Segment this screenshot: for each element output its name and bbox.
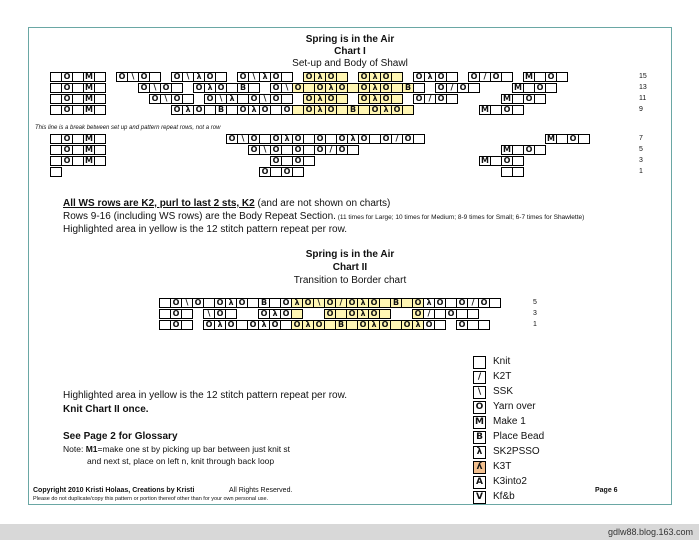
legend-label: SK2PSSO (493, 446, 540, 457)
chart-cell: / (423, 309, 435, 319)
chart-cell: \ (127, 72, 139, 82)
chart-cell (402, 105, 414, 115)
chart-cell: λ (281, 134, 293, 144)
chart-cell: λ (368, 320, 380, 330)
legend-symbol: / (473, 371, 486, 384)
chart2-title: Spring is in the Air (305, 249, 395, 260)
chart-cell: O (380, 72, 392, 82)
chart-cell: O (61, 72, 73, 82)
chart-cell: λ (259, 72, 271, 82)
chart-cell (94, 72, 106, 82)
chart-cell: O (423, 320, 435, 330)
chart-cell: λ (357, 298, 369, 308)
chart-cell: \ (215, 94, 227, 104)
chart-cell: M (83, 145, 95, 155)
chart-cell: λ (225, 298, 237, 308)
chart-cell: M (83, 94, 95, 104)
chart-cell: M (83, 72, 95, 82)
legend-item (473, 475, 593, 489)
knit-once-note: Knit Chart II once. (63, 404, 149, 415)
chart-cell: λ (269, 309, 281, 319)
chart-cell: O (303, 105, 315, 115)
chart-cell: O (380, 83, 392, 93)
chart-cell: / (335, 298, 347, 308)
chart-cell: M (83, 83, 95, 93)
rights: All Rights Reserved. (229, 487, 293, 494)
chart-cell: O (534, 83, 546, 93)
legend-label: Place Bead (493, 431, 545, 442)
chart-cell: O (313, 320, 325, 330)
chart-cell: O (412, 298, 424, 308)
chart-cell: B (215, 105, 227, 115)
chart2-caption: Transition to Border chart (293, 275, 407, 286)
row-number: 5 (639, 146, 643, 153)
chart-cell: O (413, 94, 425, 104)
chart-cell: O (292, 134, 304, 144)
chart-cell: O (270, 156, 282, 166)
chart-cell: O (435, 94, 447, 104)
chart-cell: λ (347, 134, 359, 144)
chart-cell: B (335, 320, 347, 330)
chart-cell: \ (248, 72, 260, 82)
chart-cell (379, 309, 391, 319)
chart-cell (281, 94, 293, 104)
row-number: 15 (639, 73, 647, 80)
legend-item (473, 415, 593, 429)
chart-cell (94, 83, 106, 93)
chart-cell: O (369, 105, 381, 115)
chart-cell: O (116, 72, 128, 82)
chart-cell: B (237, 83, 249, 93)
chart-cell: O (368, 309, 380, 319)
legend-symbol: O (473, 401, 486, 414)
chart-cell: O (214, 298, 226, 308)
chart-cell: O (325, 94, 337, 104)
legend-symbol: V (473, 491, 486, 504)
chart-cell: O (435, 72, 447, 82)
chart-cell: / (424, 94, 436, 104)
chart-cell: O (61, 94, 73, 104)
chart-cell: / (446, 83, 458, 93)
chart-cell (225, 309, 237, 319)
chart-cell: / (479, 72, 491, 82)
chart-cell: O (259, 167, 271, 177)
chart-cell: M (501, 145, 513, 155)
chart-cell: O (457, 83, 469, 93)
highlight-note-1: Highlighted area in yellow is the 12 stitch pattern repeat per row. (63, 224, 348, 235)
ws-note-rest: (and are not shown on charts) (254, 198, 391, 209)
chart-cell: O (61, 145, 73, 155)
chart-cell: O (248, 145, 260, 155)
chart-cell: O (292, 156, 304, 166)
chart-cell: \ (313, 298, 325, 308)
chart-cell (501, 72, 513, 82)
m1-note-text: =make one st by picking up bar between just knit st (97, 444, 291, 454)
legend-symbol: A (473, 476, 486, 489)
chart-cell (291, 309, 303, 319)
chart-cell: O (170, 298, 182, 308)
chart-cell (248, 83, 260, 93)
chart-cell: O (303, 72, 315, 82)
chart-cell: O (215, 83, 227, 93)
glossary-heading: See Page 2 for Glossary (63, 431, 178, 442)
chart-cell: \ (281, 83, 293, 93)
legend-label: SSK (493, 386, 514, 397)
m1-note-term: M1 (85, 444, 98, 454)
chart-cell: λ (193, 72, 205, 82)
watermark: gdlw88.blog.163.com (607, 527, 693, 537)
chart-cell: O (413, 72, 425, 82)
chart-cell: O (325, 105, 337, 115)
row-number: 3 (639, 157, 643, 164)
legend-symbol: B (473, 431, 486, 444)
chart-cell: O (402, 134, 414, 144)
legend-label: Kf&b (493, 491, 515, 502)
chart-cell: O (358, 83, 370, 93)
chart-cell: O (237, 105, 249, 115)
chart-cell: \ (160, 94, 172, 104)
chart-cell: O (401, 320, 413, 330)
chart-cell: λ (258, 320, 270, 330)
chart-cell (181, 320, 193, 330)
break-note: This line is a break between set up and pattern repeat rows, not a row (35, 125, 221, 131)
chart-cell (347, 145, 359, 155)
chart-cell: O (324, 309, 336, 319)
chart-cell: λ (369, 83, 381, 93)
chart-cell: B (402, 83, 414, 93)
chart-cell (446, 72, 458, 82)
chart-cell: M (479, 105, 491, 115)
chart-cell: λ (369, 72, 381, 82)
m1-note-line1 (63, 444, 290, 454)
chart-cell (512, 105, 524, 115)
chart-cell: O (214, 309, 226, 319)
chart-cell: λ (182, 105, 194, 115)
chart-cell: λ (204, 83, 216, 93)
chart-cell: O (61, 105, 73, 115)
chart-cell (303, 156, 315, 166)
chart-cell: O (358, 72, 370, 82)
disclaimer: Please do not duplicate/copy this pattern or portion thereof other than for your own personal use. (33, 496, 269, 502)
chart-cell: O (379, 320, 391, 330)
legend-symbol: M (473, 416, 486, 429)
chart-cell: λ (424, 72, 436, 82)
chart-cell: O (336, 83, 348, 93)
chart-cell: \ (182, 72, 194, 82)
chart-cell: O (247, 320, 259, 330)
chart-cell: O (225, 320, 237, 330)
legend-label: Yarn over (493, 401, 536, 412)
chart-cell: O (456, 298, 468, 308)
chart-cell: O (324, 298, 336, 308)
chart-cell: O (61, 156, 73, 166)
legend-item (473, 400, 593, 414)
chart-cell (512, 167, 524, 177)
chart-cell: λ (248, 105, 260, 115)
chart-cell: B (347, 105, 359, 115)
rows-note-main: Rows 9-16 (including WS rows) are the Body Repeat Section. (63, 211, 336, 222)
chart-cell: λ (291, 298, 303, 308)
chart-cell: O (171, 94, 183, 104)
legend-symbol: λ (473, 446, 486, 459)
chart-cell (478, 320, 490, 330)
chart-cell: λ (214, 320, 226, 330)
chart-cell: O (248, 134, 260, 144)
legend-item (473, 355, 593, 369)
chart-cell (281, 72, 293, 82)
chart-cell: O (270, 134, 282, 144)
chart-cell: O (280, 309, 292, 319)
footer-bar (0, 524, 699, 540)
chart-cell (534, 145, 546, 155)
chart-cell (413, 134, 425, 144)
chart-cell (94, 134, 106, 144)
chart-cell: λ (314, 94, 326, 104)
chart-cell: O (302, 298, 314, 308)
chart-cell: O (270, 83, 282, 93)
legend-label: Knit (493, 356, 511, 367)
chart-cell (171, 83, 183, 93)
chart-cell: M (523, 72, 535, 82)
chart-cell: O (269, 320, 281, 330)
chart-cell: O (368, 298, 380, 308)
row-number: 7 (639, 135, 643, 142)
chart-cell: O (314, 145, 326, 155)
chart-cell (512, 156, 524, 166)
chart-cell: M (501, 94, 513, 104)
chart-cell: O (236, 298, 248, 308)
chart-cell: O (138, 83, 150, 93)
chart-cell: O (336, 134, 348, 144)
chart1-title: Spring is in the Air (305, 34, 395, 45)
chart-cell (50, 167, 62, 177)
chart-cell: O (192, 298, 204, 308)
chart-cell (181, 309, 193, 319)
row-number: 1 (533, 321, 537, 328)
chart-cell: M (512, 83, 524, 93)
chart-cell: O (358, 134, 370, 144)
chart-cell (94, 156, 106, 166)
chart-cell: λ (357, 309, 369, 319)
chart-cell: O (237, 72, 249, 82)
chart-cell: M (545, 134, 557, 144)
m1-note-line2: and next st, place on left n, knit through back loop (87, 456, 275, 466)
chart-cell (534, 94, 546, 104)
chart-cell: O (346, 298, 358, 308)
chart-cell (336, 72, 348, 82)
chart-cell: λ (412, 320, 424, 330)
chart-cell: \ (259, 145, 271, 155)
chart-cell: B (390, 298, 402, 308)
chart-cell: O (435, 83, 447, 93)
chart-cell (149, 72, 161, 82)
copyright: Copyright 2010 Kristi Holaas, Creations by Kristi (33, 487, 195, 494)
chart-cell: O (314, 83, 326, 93)
chart-cell: O (170, 320, 182, 330)
chart-cell: O (171, 72, 183, 82)
chart-cell: O (280, 298, 292, 308)
chart-cell: λ (314, 105, 326, 115)
chart-cell: O (523, 145, 535, 155)
chart-cell: M (83, 134, 95, 144)
chart-cell: λ (325, 83, 337, 93)
chart-cell: O (149, 94, 161, 104)
legend-item (473, 490, 593, 504)
chart-cell: O (501, 156, 513, 166)
chart-cell: \ (203, 309, 215, 319)
chart-cell (468, 83, 480, 93)
chart-cell: / (467, 298, 479, 308)
m1-note-prefix: Note: (63, 444, 86, 454)
chart-cell (292, 167, 304, 177)
chart-cell: O (61, 83, 73, 93)
chart-cell: O (203, 320, 215, 330)
chart-cell (434, 320, 446, 330)
chart-cell (391, 72, 403, 82)
row-number: 9 (639, 106, 643, 113)
chart-cell: M (83, 105, 95, 115)
ws-note (63, 198, 390, 209)
chart-cell: M (479, 156, 491, 166)
chart-cell: O (258, 309, 270, 319)
chart-cell: O (567, 134, 579, 144)
chart-cell: O (281, 167, 293, 177)
legend-item (473, 370, 593, 384)
chart-cell: O (380, 134, 392, 144)
legend-label: K2T (493, 371, 512, 382)
chart-cell: O (193, 105, 205, 115)
chart-cell: O (468, 72, 480, 82)
chart-cell (578, 134, 590, 144)
chart2-subtitle: Chart II (332, 262, 368, 273)
chart-cell (545, 83, 557, 93)
chart1-subtitle: Chart I (334, 46, 366, 57)
chart-cell (556, 72, 568, 82)
chart-cell: O (456, 320, 468, 330)
chart-cell: λ (369, 94, 381, 104)
chart-cell: λ (314, 72, 326, 82)
chart-cell: \ (181, 298, 193, 308)
legend-label: K3T (493, 461, 512, 472)
legend-symbol: ʎ (473, 461, 486, 474)
chart-cell: λ (423, 298, 435, 308)
chart-cell: O (380, 94, 392, 104)
chart-cell (467, 309, 479, 319)
pattern-page (28, 27, 672, 505)
chart-cell: O (248, 94, 260, 104)
chart-cell: O (346, 309, 358, 319)
chart-cell (182, 94, 194, 104)
chart-cell: O (291, 320, 303, 330)
row-number: 5 (533, 299, 537, 306)
legend-label: Make 1 (493, 416, 526, 427)
chart-cell: O (204, 72, 216, 82)
chart-cell: O (445, 309, 457, 319)
rows-note (63, 211, 584, 222)
chart-cell (215, 72, 227, 82)
chart-cell: O (303, 94, 315, 104)
chart-cell: O (314, 134, 326, 144)
chart-cell (94, 94, 106, 104)
chart-cell: λ (226, 94, 238, 104)
chart-cell: O (490, 72, 502, 82)
chart-cell: O (292, 83, 304, 93)
chart-cell: O (226, 134, 238, 144)
chart-cell: O (259, 105, 271, 115)
chart-cell (413, 83, 425, 93)
chart-cell: O (270, 72, 282, 82)
chart-cell: O (501, 105, 513, 115)
chart-cell (489, 298, 501, 308)
chart-cell: O (412, 309, 424, 319)
chart-cell (391, 94, 403, 104)
chart-cell: O (270, 145, 282, 155)
chart-cell: O (391, 105, 403, 115)
row-number: 11 (639, 95, 647, 102)
chart-cell: / (325, 145, 337, 155)
legend-label: K3into2 (493, 476, 527, 487)
highlight-note-2: Highlighted area in yellow is the 12 stitch pattern repeat per row. (63, 390, 348, 401)
chart-cell: O (434, 298, 446, 308)
chart-cell: \ (237, 134, 249, 144)
chart-cell (336, 94, 348, 104)
chart-cell: O (336, 145, 348, 155)
legend-item (473, 430, 593, 444)
chart1-caption: Set-up and Body of Shawl (292, 58, 408, 69)
chart-cell: / (391, 134, 403, 144)
chart-cell: \ (259, 94, 271, 104)
chart-cell: O (160, 83, 172, 93)
chart-cell: O (270, 94, 282, 104)
chart-cell: O (281, 105, 293, 115)
page-number: Page 6 (595, 487, 618, 494)
chart-cell: O (138, 72, 150, 82)
chart-cell: λ (380, 105, 392, 115)
chart-cell: B (258, 298, 270, 308)
chart-cell (446, 94, 458, 104)
row-number: 3 (533, 310, 537, 317)
chart-cell: O (357, 320, 369, 330)
chart-cell: O (325, 72, 337, 82)
chart-cell: O (478, 298, 490, 308)
chart-cell: \ (149, 83, 161, 93)
chart-cell: M (83, 156, 95, 166)
chart-cell: λ (302, 320, 314, 330)
rows-note-small: (11 times for Large; 10 times for Medium; 8-9 times for Small; 6-7 times for Shawlette) (335, 214, 585, 221)
chart-cell: O (545, 72, 557, 82)
legend-item (473, 445, 593, 459)
legend-symbol: \ (473, 386, 486, 399)
ws-note-bold: All WS rows are K2, purl to last 2 sts, K2 (63, 198, 255, 209)
legend-item (473, 385, 593, 399)
chart-cell (94, 145, 106, 155)
chart-cell: O (171, 105, 183, 115)
row-number: 1 (639, 168, 643, 175)
legend-symbol (473, 356, 486, 369)
chart-cell: O (61, 134, 73, 144)
row-number: 13 (639, 84, 647, 91)
chart-cell: O (358, 94, 370, 104)
chart-cell: O (292, 145, 304, 155)
chart-cell: O (204, 94, 216, 104)
chart-cell: O (193, 83, 205, 93)
chart-cell: O (170, 309, 182, 319)
chart-cell: O (523, 94, 535, 104)
chart-cell (94, 105, 106, 115)
legend-item (473, 460, 593, 474)
